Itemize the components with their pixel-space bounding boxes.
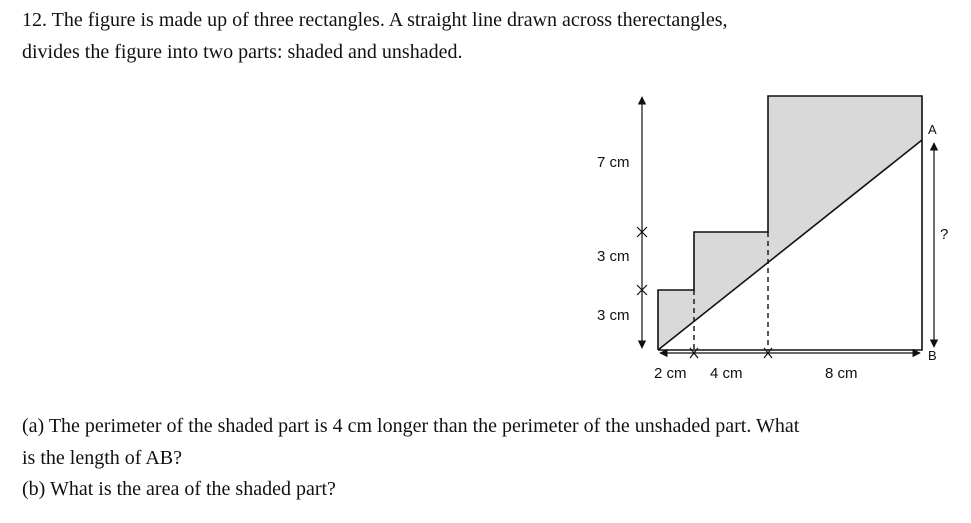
shaded-region [658, 96, 922, 350]
question-part-a [22, 410, 799, 474]
point-b-label: B [928, 348, 937, 363]
question-part-b-text: (b) What is the area of the shaded part? [22, 478, 336, 500]
question-part-b [22, 473, 336, 505]
label-8cm: 8 cm [825, 365, 858, 382]
label-7cm: 7 cm [597, 154, 630, 171]
label-4cm: 4 cm [710, 365, 743, 382]
question-part-a-line2: is the length of AB? [22, 447, 182, 469]
label-3cm-upper: 3 cm [597, 248, 630, 265]
label-unknown: ? [940, 226, 949, 243]
label-3cm-lower: 3 cm [597, 307, 630, 324]
question-part-a-line1: (a) The perimeter of the shaded part is 4 cm longer than the perimeter of the unshaded part. What [22, 415, 800, 437]
point-a-label: A [928, 122, 937, 137]
label-2cm: 2 cm [654, 365, 687, 382]
question-intro-line1: 12. The figure is made up of three rectangles. A straight line drawn across therectangles, [22, 9, 728, 31]
question-intro-line2: divides the figure into two parts: shaded and unshaded. [22, 41, 463, 63]
